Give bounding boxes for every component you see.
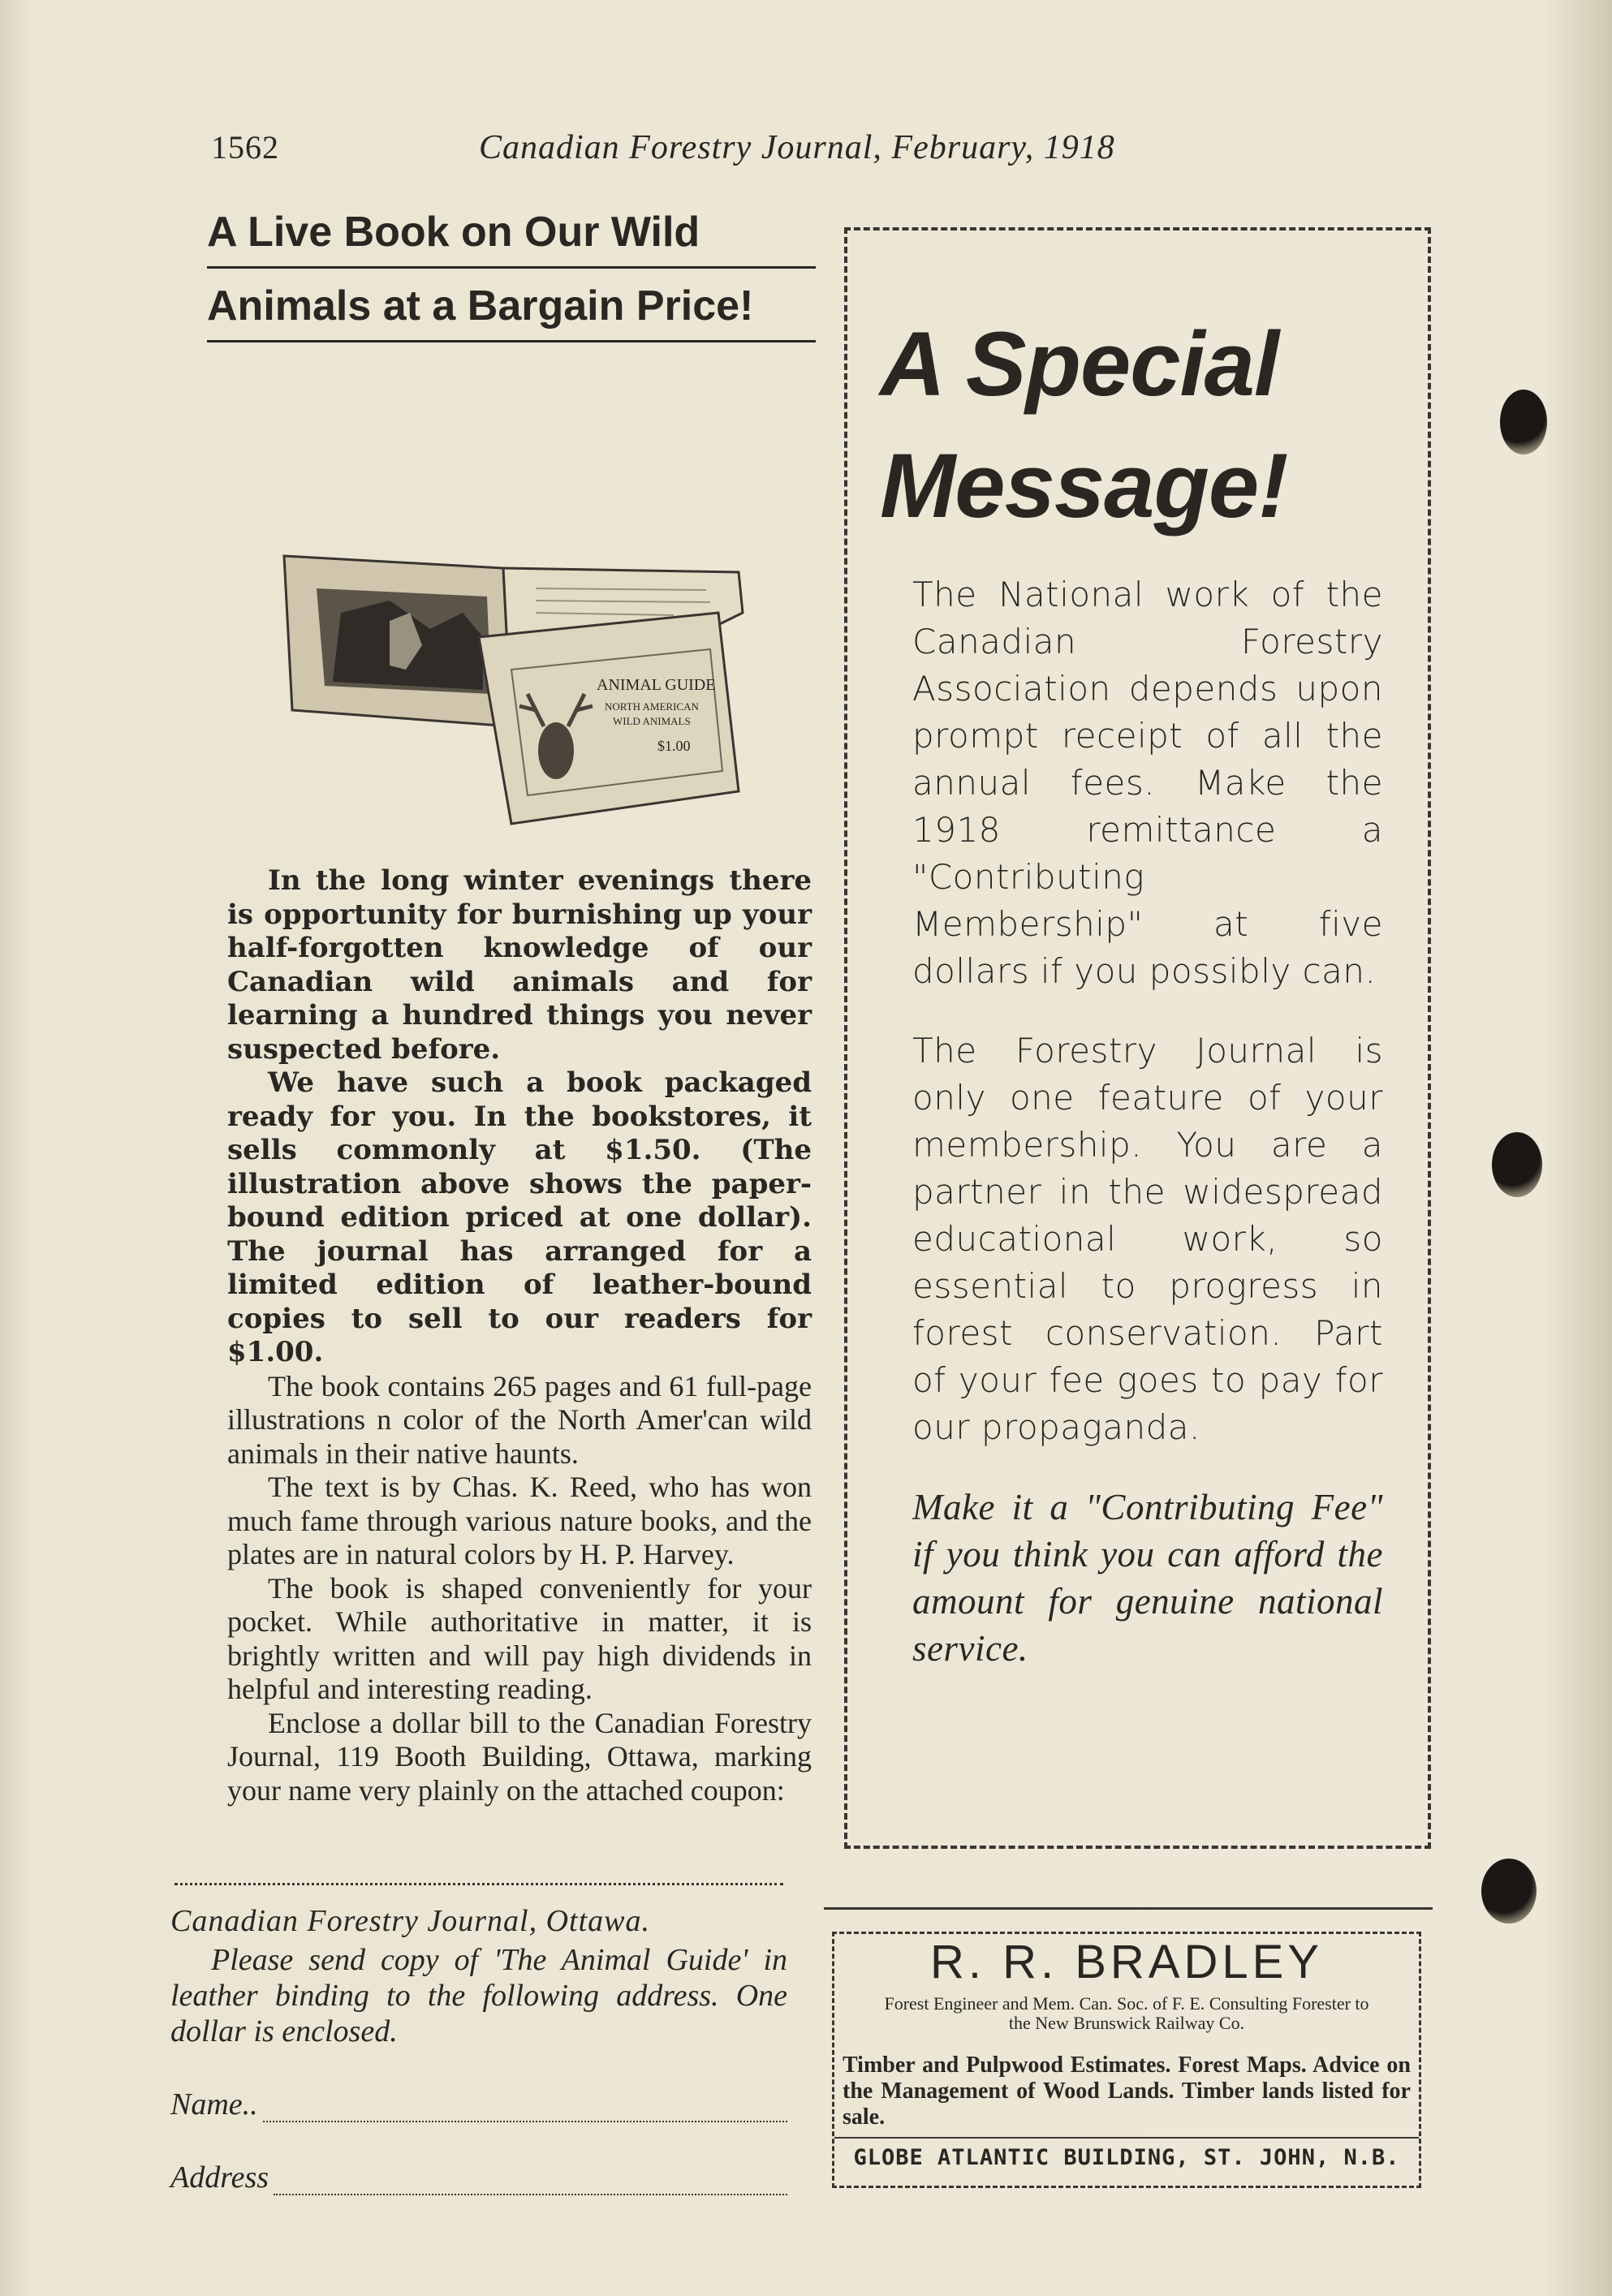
- book-ad-paragraph: Enclose a dollar bill to the Canadian Forestry Journal, 119 Booth Building, Ottawa, marking your name very plainly on the attached coupon:: [227, 1706, 812, 1807]
- book-ad-paragraph: The text is by Chas. K. Reed, who has won much fame through various nature books, and the plates are in natural colors by H. P. Harvey.: [227, 1471, 812, 1570]
- special-message-body: [912, 571, 1383, 1704]
- special-closing: Make it a "Contributing Fee" if you think you can afford the amount for genuine national service.: [912, 1487, 1383, 1669]
- book-ad-paragraph: In the long winter evenings there is opportunity for burnishing up your half-forgotten knowledge of our Canadian wild animals and for learning a hundred things you never suspected before.: [227, 864, 812, 1066]
- special-title-line-1: A Special: [880, 313, 1279, 415]
- book-ad-paragraph: We have such a book packaged ready for you. In the bookstores, it sells commonly at $1.50. (The illustration above shows the paper-bound edition priced at one dollar). The journal has arranged for a limited edition of leather-bound copies to sell to our readers for $1.00.: [227, 1066, 812, 1368]
- coupon-cut-line: [175, 1883, 783, 1885]
- special-message-title: [880, 304, 1287, 547]
- headline-line-1: A Live Book on Our Wild: [207, 195, 816, 269]
- cover-subtitle-2: WILD ANIMALS: [613, 715, 691, 727]
- special-message-box: [844, 227, 1431, 1849]
- coupon-body: Please send copy of 'The Animal Guide' in leather binding to the following address. One dollar is enclosed.: [170, 1943, 787, 2048]
- coupon-heading: Canadian Forestry Journal, Ottawa.: [170, 1904, 650, 1938]
- binder-hole: [1492, 1132, 1542, 1197]
- bradley-address: GLOBE ATLANTIC BUILDING, ST. JOHN, N.B.: [834, 2137, 1419, 2170]
- coupon-address-field[interactable]: [170, 2160, 787, 2195]
- bradley-advertisement: [832, 1932, 1421, 2188]
- address-blank[interactable]: [274, 2169, 787, 2195]
- name-label: Name..: [170, 2087, 258, 2122]
- binder-hole: [1500, 390, 1547, 454]
- headline-line-2: Animals at a Bargain Price!: [207, 269, 816, 342]
- cover-subtitle-1: NORTH AMERICAN: [605, 700, 699, 713]
- bradley-credentials: Forest Engineer and Mem. Can. Soc. of F. E. Consulting Forester to the New Brunswick Railway Co.: [884, 1993, 1369, 2033]
- page-header: [211, 122, 1510, 179]
- book-ad-body: [227, 864, 812, 1807]
- book-advertisement: [170, 195, 820, 1807]
- running-title: Canadian Forestry Journal, February, 1918: [479, 129, 1115, 166]
- coupon-name-field[interactable]: [170, 2087, 787, 2122]
- book-illustration: [268, 369, 755, 856]
- page-number: 1562: [211, 129, 279, 166]
- book-ad-paragraph: The book is shaped conveniently for your pocket. While authoritative in matter, it is brightly written and will pay high dividends in helpful and interesting reading.: [227, 1571, 812, 1705]
- bradley-name: R. R. BRADLEY: [930, 1936, 1323, 1988]
- ad-divider: [824, 1907, 1433, 1910]
- cover-title: ANIMAL GUIDE: [597, 676, 716, 694]
- order-coupon: [170, 1883, 787, 2195]
- bradley-services: Timber and Pulpwood Estimates. Forest Maps. Advice on the Management of Wood Lands. Timber lands listed for sale.: [843, 2053, 1411, 2130]
- book-ad-paragraph: The book contains 265 pages and 61 full-page illustrations n color of the North Amer'can wild animals in their native haunts.: [227, 1369, 812, 1470]
- binder-hole: [1481, 1859, 1537, 1923]
- cover-price: $1.00: [657, 738, 691, 754]
- special-title-line-2: Message!: [880, 435, 1288, 536]
- name-blank[interactable]: [263, 2096, 787, 2122]
- special-paragraph-2: The Forestry Journal is only one feature of your membership. You are a partner in the widespread educational work, so essential to progress in forest conservation. Part of your fee goes to pay for our propaganda.: [912, 1031, 1383, 1447]
- book-ad-headline: [207, 195, 816, 342]
- special-paragraph-1: The National work of the Canadian Forestry Association depends upon prompt receipt of all the annual fees. Make the 1918 remittance a "Contributing Membership" at five dollars if you possibly can.: [912, 575, 1383, 991]
- address-label: Address: [170, 2160, 269, 2195]
